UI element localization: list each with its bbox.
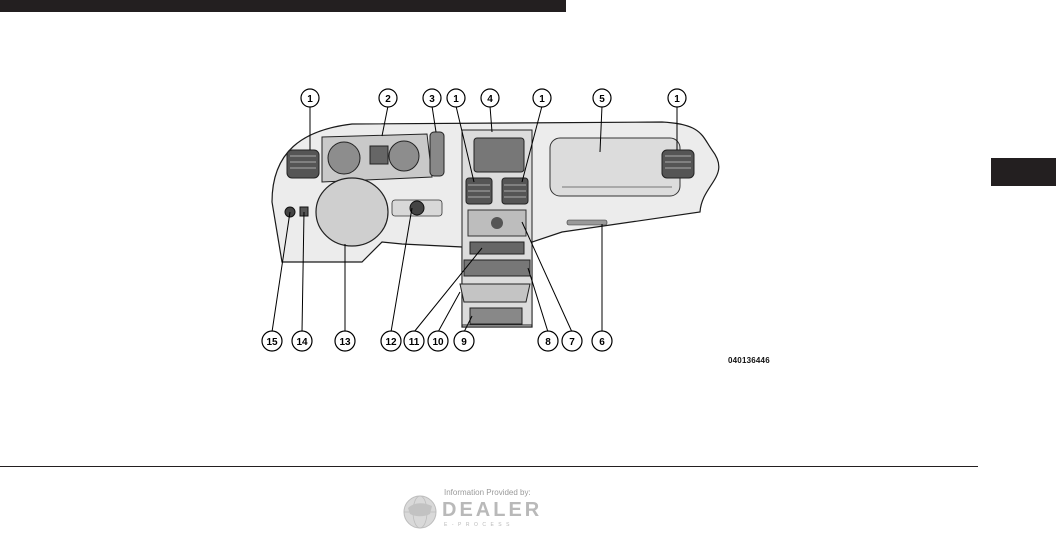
climate-controls — [464, 260, 530, 276]
callout-label: 3 — [429, 94, 435, 105]
callout-label: 5 — [599, 94, 605, 105]
callout-label: 10 — [432, 337, 444, 348]
right-vent — [662, 150, 694, 178]
callout-label: 9 — [461, 337, 467, 348]
storage-bin — [460, 284, 530, 302]
callout-bottom-8 — [538, 331, 558, 351]
callout-label: 1 — [307, 94, 313, 105]
callout-label: 11 — [408, 337, 420, 348]
glove-box-handle — [567, 220, 607, 225]
callout-label: 8 — [545, 337, 551, 348]
watermark-subtitle: E-PROCESS — [444, 522, 514, 528]
watermark-brand: DEALER — [442, 499, 543, 521]
lower-storage — [470, 308, 522, 324]
gear-shifter — [430, 132, 444, 176]
dashboard-illustration — [232, 72, 792, 372]
callout-bottom-7 — [562, 331, 582, 351]
chapter-tab — [991, 158, 1056, 186]
callout-top-7 — [593, 89, 611, 107]
watermark-provided-text: Information Provided by: — [444, 488, 531, 497]
callout-bottom-15 — [262, 331, 282, 351]
figure-image-code: 040136446 — [728, 356, 770, 365]
callouts-top — [301, 89, 686, 107]
tachometer — [389, 141, 419, 171]
callout-top-3 — [423, 89, 441, 107]
callout-bottom-9 — [454, 331, 474, 351]
callout-top-8 — [668, 89, 686, 107]
callout-label: 4 — [487, 94, 493, 105]
callout-bottom-11 — [404, 331, 424, 351]
steering-wheel-hub — [316, 178, 388, 246]
callout-top-2 — [379, 89, 397, 107]
callout-label: 1 — [674, 94, 680, 105]
globe-icon — [402, 494, 438, 530]
callout-label: 7 — [569, 337, 575, 348]
callout-label: 1 — [453, 94, 459, 105]
callout-label: 6 — [599, 337, 605, 348]
radio-screen — [474, 138, 524, 172]
callout-top-6 — [533, 89, 551, 107]
callout-label: 1 — [539, 94, 545, 105]
callout-top-4 — [447, 89, 465, 107]
callout-bottom-12 — [381, 331, 401, 351]
left-vent — [287, 150, 319, 178]
callout-bottom-10 — [428, 331, 448, 351]
callout-label: 14 — [296, 337, 308, 348]
ignition-switch — [410, 201, 424, 215]
page-header-bar — [0, 0, 566, 12]
callout-label: 15 — [266, 337, 278, 348]
callout-top-1 — [301, 89, 319, 107]
callout-label: 2 — [385, 94, 391, 105]
callout-bottom-6 — [592, 331, 612, 351]
footer-divider — [0, 466, 978, 467]
callout-bottom-13 — [335, 331, 355, 351]
callout-top-5 — [481, 89, 499, 107]
callouts-bottom — [262, 331, 612, 351]
speedometer — [328, 142, 360, 174]
callout-label: 13 — [339, 337, 351, 348]
callout-bottom-14 — [292, 331, 312, 351]
callout-label: 12 — [385, 337, 397, 348]
dealer-watermark — [402, 486, 572, 536]
instrument-panel-figure — [232, 72, 792, 372]
